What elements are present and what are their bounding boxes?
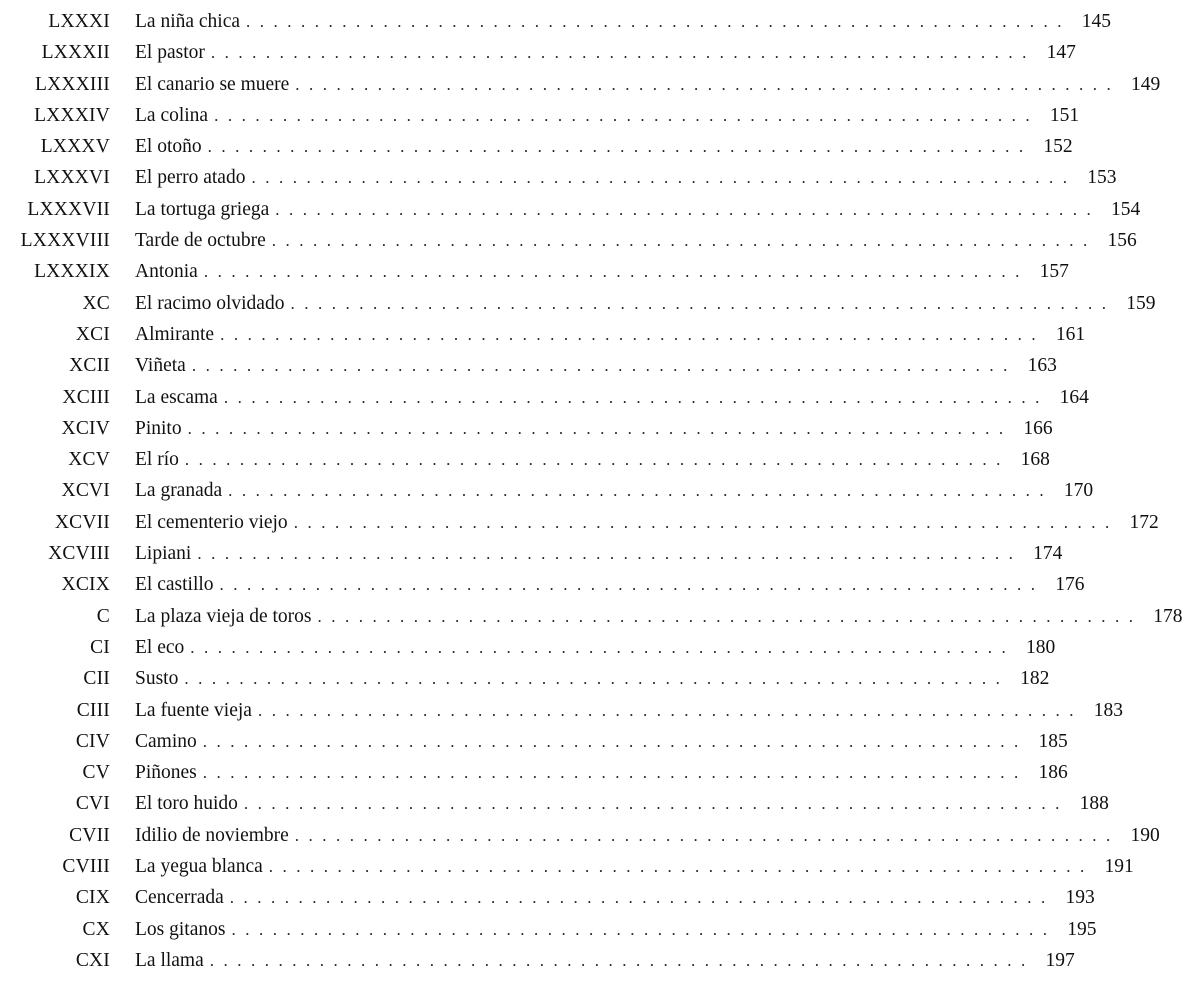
toc-entry xyxy=(0,413,1053,444)
page-number: 164 xyxy=(1059,386,1089,408)
dot-leader: ............................................................ xyxy=(184,450,1010,470)
chapter-title: Almirante xyxy=(135,323,215,345)
dot-leader: ............................................................ xyxy=(251,168,1077,188)
chapter-numeral: CXI xyxy=(75,949,110,971)
toc-entry xyxy=(0,851,1134,882)
chapter-title: Lipiani xyxy=(135,543,192,565)
chapter-numeral: XCIV xyxy=(61,417,110,439)
toc-entry xyxy=(0,475,1094,506)
dot-leader: ............................................................ xyxy=(295,74,1121,94)
chapter-numeral: LXXXVIII xyxy=(20,230,110,252)
chapter-title: La fuente vieja xyxy=(135,699,252,721)
toc-entry xyxy=(0,225,1137,256)
chapter-title: El toro huido xyxy=(135,793,238,815)
chapter-title: Viñeta xyxy=(135,355,186,377)
chapter-title: La escama xyxy=(135,386,218,408)
chapter-numeral: LXXXIX xyxy=(34,261,110,283)
chapter-numeral: LXXXVI xyxy=(34,167,110,189)
toc-entry xyxy=(0,882,1095,913)
dot-leader: ............................................................ xyxy=(214,105,1040,125)
toc-entry xyxy=(0,69,1161,100)
page-number: 166 xyxy=(1023,417,1053,439)
chapter-title: La llama xyxy=(135,949,204,971)
chapter-numeral: LXXXVII xyxy=(27,198,110,220)
toc-entry xyxy=(0,663,1050,694)
toc-entry xyxy=(0,507,1159,538)
chapter-title: La yegua blanca xyxy=(135,856,263,878)
toc-entry xyxy=(0,288,1156,319)
page-number: 197 xyxy=(1045,949,1075,971)
page-number: 185 xyxy=(1038,730,1068,752)
page-number: 174 xyxy=(1033,543,1063,565)
chapter-title: Idilio de noviembre xyxy=(135,824,289,846)
chapter-numeral: CVI xyxy=(75,793,110,815)
chapter-numeral: CIX xyxy=(75,887,110,909)
chapter-title: La niña chica xyxy=(135,11,241,32)
page-number: 195 xyxy=(1067,918,1097,940)
chapter-title: El otoño xyxy=(135,136,202,158)
dot-leader: ............................................................ xyxy=(293,512,1119,532)
page-number: 149 xyxy=(1131,73,1161,95)
chapter-numeral: LXXXIV xyxy=(34,104,110,126)
dot-leader: ............................................................ xyxy=(197,544,1023,564)
dot-leader: ............................................................ xyxy=(202,763,1028,783)
toc-entry xyxy=(0,757,1068,788)
chapter-numeral: CI xyxy=(90,636,110,658)
toc-entry xyxy=(0,632,1056,663)
toc-entry xyxy=(0,695,1123,726)
dot-leader: ............................................................ xyxy=(243,794,1069,814)
dot-leader: ............................................................ xyxy=(294,825,1120,845)
toc-entry xyxy=(0,914,1097,945)
chapter-title: El canario se muere xyxy=(135,73,290,95)
chapter-numeral: XCI xyxy=(75,323,110,345)
chapter-title: El racimo olvidado xyxy=(135,292,285,314)
dot-leader: ............................................................ xyxy=(184,669,1010,689)
toc-entry xyxy=(0,194,1141,225)
toc-entry xyxy=(0,256,1069,287)
toc-entry xyxy=(0,945,1075,976)
chapter-numeral: XCIX xyxy=(61,574,110,596)
chapter-numeral: XCVII xyxy=(54,511,110,533)
dot-leader: ............................................................ xyxy=(207,137,1033,157)
toc-entry xyxy=(0,131,1073,162)
chapter-numeral: XCV xyxy=(68,449,110,471)
page-number: 145 xyxy=(1081,11,1112,32)
page-number: 154 xyxy=(1111,198,1141,220)
toc-entry xyxy=(0,100,1080,131)
page-number: 161 xyxy=(1055,323,1086,345)
dot-leader: ............................................................ xyxy=(228,481,1054,501)
dot-leader: ............................................................ xyxy=(191,356,1017,376)
dot-leader: ............................................................ xyxy=(317,606,1143,626)
dot-leader: ............................................................ xyxy=(268,857,1094,877)
chapter-numeral: CVIII xyxy=(62,856,110,878)
page-number: 182 xyxy=(1020,668,1050,690)
page-number: 188 xyxy=(1079,793,1109,815)
chapter-title: Antonia xyxy=(135,261,198,283)
page-number: 170 xyxy=(1063,480,1094,502)
chapter-numeral: XCVIII xyxy=(48,543,110,565)
toc-entry xyxy=(0,6,1112,37)
page-number: 168 xyxy=(1020,449,1050,471)
chapter-numeral: CIII xyxy=(76,699,110,721)
page-number: 172 xyxy=(1129,511,1159,533)
chapter-numeral: LXXXIII xyxy=(34,73,110,95)
toc-entry xyxy=(0,788,1109,819)
dot-leader: ............................................................ xyxy=(209,950,1035,970)
page-number: 147 xyxy=(1046,42,1076,64)
page-number: 163 xyxy=(1027,355,1057,377)
toc-entry xyxy=(0,37,1076,68)
chapter-numeral: XCII xyxy=(69,355,110,377)
chapter-title: La plaza vieja de toros xyxy=(135,605,312,627)
chapter-title: El pastor xyxy=(135,42,205,64)
page-number: 190 xyxy=(1130,824,1160,846)
dot-leader: ............................................................ xyxy=(271,231,1097,251)
chapter-title: La tortuga griega xyxy=(135,198,270,220)
chapter-numeral: XC xyxy=(82,292,110,314)
chapter-title: Susto xyxy=(135,668,179,690)
page-number: 180 xyxy=(1026,636,1056,658)
dot-leader: ............................................................ xyxy=(220,324,1046,344)
chapter-numeral: CVII xyxy=(69,824,110,846)
dot-leader: ............................................................ xyxy=(219,575,1045,595)
chapter-numeral: LXXXII xyxy=(41,42,110,64)
dot-leader: ............................................................ xyxy=(187,418,1013,438)
page-number: 152 xyxy=(1043,136,1073,158)
dot-leader: ............................................................ xyxy=(203,262,1029,282)
chapter-numeral: CIV xyxy=(75,730,110,752)
toc-entry xyxy=(0,601,1183,632)
dot-leader: ............................................................ xyxy=(257,700,1083,720)
dot-leader: ............................................................ xyxy=(231,919,1057,939)
dot-leader: ............................................................ xyxy=(223,387,1049,407)
chapter-title: La granada xyxy=(135,480,223,502)
dot-leader: ............................................................ xyxy=(229,888,1055,908)
dot-leader: ............................................................ xyxy=(190,637,1016,657)
dot-leader: ............................................................ xyxy=(246,12,1072,31)
chapter-numeral: XCIII xyxy=(62,386,110,408)
chapter-numeral: LXXXI xyxy=(48,11,110,32)
page-number: 159 xyxy=(1126,292,1156,314)
chapter-title: Camino xyxy=(135,730,197,752)
chapter-title: El río xyxy=(135,449,179,471)
chapter-numeral: C xyxy=(96,605,110,627)
toc-entry xyxy=(0,538,1063,569)
chapter-title: Tarde de octubre xyxy=(135,230,266,252)
toc-entry xyxy=(0,382,1089,413)
toc-entry xyxy=(0,820,1160,851)
page-number: 183 xyxy=(1093,699,1123,721)
chapter-title: La colina xyxy=(135,104,209,126)
page-number: 178 xyxy=(1153,605,1183,627)
toc-entry xyxy=(0,350,1057,381)
chapter-title: Pinito xyxy=(135,417,182,439)
chapter-numeral: CII xyxy=(83,668,110,690)
page-number: 186 xyxy=(1038,762,1068,784)
chapter-title: El eco xyxy=(135,636,185,658)
chapter-title: Piñones xyxy=(135,762,197,784)
toc-entry xyxy=(0,726,1068,757)
dot-leader: ............................................................ xyxy=(210,43,1036,63)
chapter-numeral: XCVI xyxy=(61,480,110,502)
toc-entry xyxy=(0,569,1085,600)
dot-leader: ............................................................ xyxy=(202,731,1028,751)
chapter-title: El cementerio viejo xyxy=(135,511,288,533)
table-of-contents xyxy=(0,6,1183,976)
chapter-title: El perro atado xyxy=(135,167,246,189)
toc-entry xyxy=(0,444,1050,475)
chapter-numeral: LXXXV xyxy=(40,136,110,158)
dot-leader: ............................................................ xyxy=(275,199,1101,219)
page-number: 157 xyxy=(1039,261,1069,283)
dot-leader: ............................................................ xyxy=(290,293,1116,313)
toc-entry xyxy=(0,162,1117,193)
page-number: 176 xyxy=(1055,574,1085,596)
chapter-numeral: CV xyxy=(82,762,110,784)
chapter-title: El castillo xyxy=(135,574,214,596)
page-number: 153 xyxy=(1087,167,1117,189)
chapter-title: Cencerrada xyxy=(135,887,224,909)
chapter-numeral: CX xyxy=(82,918,110,940)
page-number: 156 xyxy=(1107,230,1137,252)
toc-entry xyxy=(0,319,1086,350)
page-number: 151 xyxy=(1049,104,1080,126)
page-number: 193 xyxy=(1065,887,1095,909)
chapter-title: Los gitanos xyxy=(135,918,226,940)
page-number: 191 xyxy=(1104,856,1134,878)
